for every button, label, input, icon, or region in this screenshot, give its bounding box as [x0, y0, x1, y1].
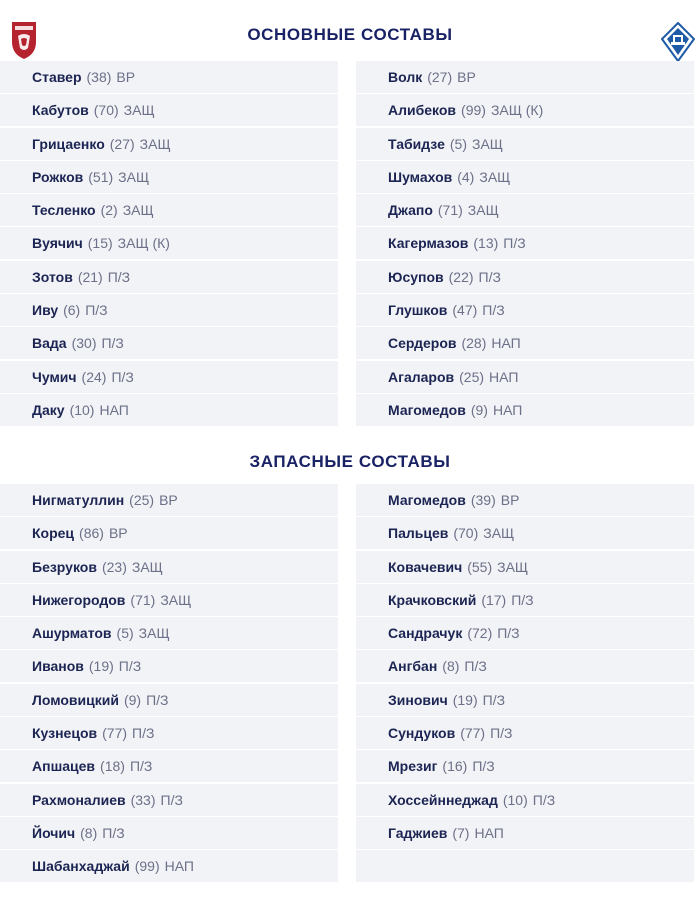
player-row — [356, 850, 694, 882]
player-row — [0, 161, 338, 193]
player-name: Безруков — [32, 558, 97, 575]
player-number: (15) — [87, 235, 113, 252]
player-name: Сундуков — [388, 725, 456, 742]
player-number: (10) — [69, 401, 95, 418]
player-name: Глушков — [388, 302, 448, 319]
player-row — [0, 750, 338, 782]
player-number: (16) — [442, 758, 468, 775]
player-name: Кузнецов — [32, 725, 98, 742]
player-number: (33) — [130, 791, 156, 808]
player-row — [0, 650, 338, 682]
home-subs-list — [0, 484, 338, 882]
player-position: НАП — [99, 401, 129, 418]
player-row — [356, 294, 694, 326]
player-name: Иванов — [32, 658, 84, 675]
player-number: (18) — [100, 758, 125, 775]
player-number: (28) — [461, 335, 487, 352]
player-number: (47) — [452, 302, 478, 319]
player-position: ЗАЩ — [122, 202, 154, 219]
home-starting-list — [0, 61, 338, 426]
player-position: П/З — [132, 725, 155, 742]
player-name: Кабутов — [32, 102, 89, 119]
away-starting-list — [356, 61, 694, 426]
player-number: (38) — [86, 69, 112, 85]
player-row — [0, 361, 338, 393]
player-row — [356, 484, 694, 516]
player-name: Шумахов — [388, 168, 453, 185]
away-subs-list — [356, 484, 694, 882]
player-position: П/З — [472, 758, 495, 775]
player-name: Ашурматов — [32, 625, 112, 642]
player-name: Нигматуллин — [32, 492, 125, 508]
player-position: П/З — [490, 725, 513, 742]
player-number: (51) — [88, 168, 114, 185]
player-number: (55) — [467, 558, 493, 575]
player-name: Нижегородов — [32, 591, 126, 608]
player-name: Тесленко — [32, 202, 96, 219]
player-number: (25) — [459, 368, 485, 385]
player-name: Чумич — [32, 368, 77, 385]
player-position: ЗАЩ — [472, 135, 503, 152]
player-position: НАП — [164, 858, 194, 875]
player-number: (27) — [109, 135, 135, 152]
player-number: (72) — [467, 625, 493, 642]
player-name: Рахмоналиев — [32, 791, 126, 808]
player-name: Магомедов — [388, 492, 466, 508]
player-number: (6) — [63, 302, 81, 319]
player-name: Ломовицкий — [32, 691, 119, 708]
player-name: Апшацев — [32, 758, 96, 775]
player-number: (70) — [453, 525, 479, 542]
player-position: П/З — [111, 368, 134, 385]
player-row — [356, 261, 694, 293]
player-position: ВР — [159, 492, 178, 508]
player-row — [356, 227, 694, 259]
player-row — [356, 617, 694, 649]
player-row — [0, 227, 338, 259]
player-number: (5) — [116, 625, 134, 642]
player-row — [0, 128, 338, 160]
lineups-header — [0, 12, 700, 62]
player-row — [0, 584, 338, 616]
player-name: Грицаенко — [32, 135, 105, 152]
player-position: ВР — [108, 525, 128, 542]
player-name: Иву — [32, 302, 59, 319]
player-name: Корец — [32, 525, 75, 542]
player-number: (5) — [449, 135, 467, 152]
player-row — [356, 784, 694, 816]
player-number: (19) — [452, 691, 478, 708]
player-position: НАП — [491, 335, 521, 352]
player-position: П/З — [85, 302, 108, 319]
player-position: П/З — [107, 268, 131, 285]
player-row — [356, 717, 694, 749]
player-position: П/З — [497, 625, 520, 642]
player-row — [0, 261, 338, 293]
player-position: П/З — [532, 791, 556, 808]
player-row — [356, 750, 694, 782]
player-name: Даку — [32, 401, 65, 418]
player-number: (4) — [457, 168, 475, 185]
player-name: Ангбан — [388, 658, 438, 675]
player-position: ЗАЩ — [138, 625, 170, 642]
player-row — [0, 817, 338, 849]
player-row — [0, 617, 338, 649]
player-row — [356, 161, 694, 193]
player-position: П/З — [503, 235, 526, 252]
player-row — [0, 394, 338, 426]
player-name: Крачковский — [388, 591, 477, 608]
player-name: Кагермазов — [388, 235, 469, 252]
starting-lineups-title: ОСНОВНЫЕ СОСТАВЫ — [247, 25, 453, 44]
player-name: Вуячич — [32, 235, 83, 252]
player-number: (19) — [88, 658, 114, 675]
player-name: Йочич — [32, 824, 76, 841]
player-row — [356, 551, 694, 583]
player-position: П/З — [464, 658, 487, 675]
player-name: Ковачевич — [388, 558, 463, 575]
player-name: Ставер — [32, 69, 82, 85]
player-name: Гаджиев — [388, 824, 448, 841]
player-position: ВР — [457, 69, 476, 85]
player-position: П/З — [118, 658, 142, 675]
substitutes-table — [0, 484, 700, 884]
player-position: ВР — [116, 69, 136, 85]
player-number: (30) — [71, 335, 97, 352]
player-number: (24) — [81, 368, 107, 385]
player-position: П/З — [160, 791, 183, 808]
player-row — [0, 294, 338, 326]
player-row — [0, 517, 338, 549]
player-row — [356, 394, 694, 426]
player-number: (99) — [461, 102, 486, 119]
player-name: Юсупов — [388, 268, 444, 285]
player-position: ЗАЩ — [123, 102, 155, 119]
player-name: Табидзе — [388, 135, 445, 152]
player-name: Алибеков — [388, 102, 457, 119]
player-row — [356, 327, 694, 359]
player-position: П/З — [511, 591, 534, 608]
player-position: П/З — [129, 758, 153, 775]
player-name: Джапо — [388, 202, 433, 219]
player-number: (71) — [130, 591, 156, 608]
player-position: ЗАЩ — [118, 168, 150, 185]
player-position: ЗАЩ — [160, 591, 192, 608]
player-position: ВР — [500, 492, 520, 508]
player-number: (99) — [134, 858, 160, 875]
player-name: Вада — [32, 335, 67, 352]
player-name: Магомедов — [388, 401, 466, 418]
player-number: (27) — [427, 69, 453, 85]
player-number: (22) — [448, 268, 474, 285]
player-number: (17) — [481, 591, 507, 608]
player-position: НАП — [492, 401, 523, 418]
player-position: П/З — [146, 691, 169, 708]
player-number: (23) — [101, 558, 127, 575]
player-name: Шабанхаджай — [32, 858, 130, 875]
player-row — [356, 94, 694, 126]
player-number: (77) — [102, 725, 128, 742]
player-row — [356, 194, 694, 226]
player-number: (9) — [123, 691, 142, 708]
player-name: Зотов — [32, 268, 73, 285]
player-name: Рожков — [32, 168, 84, 185]
player-row — [356, 684, 694, 716]
player-number: (86) — [79, 525, 104, 542]
player-row — [356, 517, 694, 549]
player-position: ЗАЩ — [479, 168, 511, 185]
player-row — [0, 194, 338, 226]
player-number: (71) — [437, 202, 463, 219]
player-name: Зинович — [388, 691, 448, 708]
player-number: (9) — [470, 401, 488, 418]
starting-lineups-table — [0, 61, 700, 457]
player-position: ЗАЩ — [483, 525, 515, 542]
player-position: ЗАЩ — [497, 558, 529, 575]
player-row — [0, 717, 338, 749]
player-position: ЗАЩ — [131, 558, 163, 575]
player-row — [356, 584, 694, 616]
player-position: П/З — [482, 691, 506, 708]
player-row — [0, 684, 338, 716]
player-number: (25) — [129, 492, 155, 508]
player-row — [0, 61, 338, 93]
player-row — [0, 784, 338, 816]
player-row — [356, 817, 694, 849]
player-row — [0, 94, 338, 126]
player-row — [0, 484, 338, 516]
player-position: ЗАЩ — [139, 135, 171, 152]
player-number: (39) — [470, 492, 496, 508]
player-position: П/З — [482, 302, 505, 319]
player-row — [0, 551, 338, 583]
player-name: Пальцев — [388, 525, 449, 542]
player-number: (8) — [442, 658, 460, 675]
player-name: Мрезиг — [388, 758, 438, 775]
player-number: (8) — [80, 824, 98, 841]
player-row — [356, 650, 694, 682]
player-name: Агаларов — [388, 368, 455, 385]
player-row — [356, 61, 694, 93]
player-number: (77) — [460, 725, 486, 742]
player-name: Сандрачук — [388, 625, 463, 642]
player-position: ЗАЩ (К) — [117, 235, 170, 252]
player-number: (13) — [473, 235, 499, 252]
player-position: П/З — [478, 268, 501, 285]
player-position: НАП — [474, 824, 504, 841]
player-row — [0, 327, 338, 359]
player-number: (7) — [452, 824, 470, 841]
player-position: ЗАЩ — [467, 202, 499, 219]
player-row — [356, 361, 694, 393]
player-name: Сердеров — [388, 335, 457, 352]
player-position: НАП — [489, 368, 519, 385]
player-number: (2) — [100, 202, 118, 219]
player-number: (70) — [93, 102, 119, 119]
player-name: Волк — [388, 69, 423, 85]
player-row — [0, 850, 338, 882]
player-position: П/З — [101, 335, 124, 352]
player-number: (21) — [77, 268, 103, 285]
player-row — [356, 128, 694, 160]
player-position: ЗАЩ (К) — [490, 102, 544, 119]
substitutes-title: ЗАПАСНЫЕ СОСТАВЫ — [249, 452, 451, 471]
player-number: (10) — [502, 791, 528, 808]
player-position: П/З — [102, 824, 125, 841]
dynamo-logo-icon — [661, 22, 695, 62]
player-name: Хоссейннеджад — [388, 791, 498, 808]
